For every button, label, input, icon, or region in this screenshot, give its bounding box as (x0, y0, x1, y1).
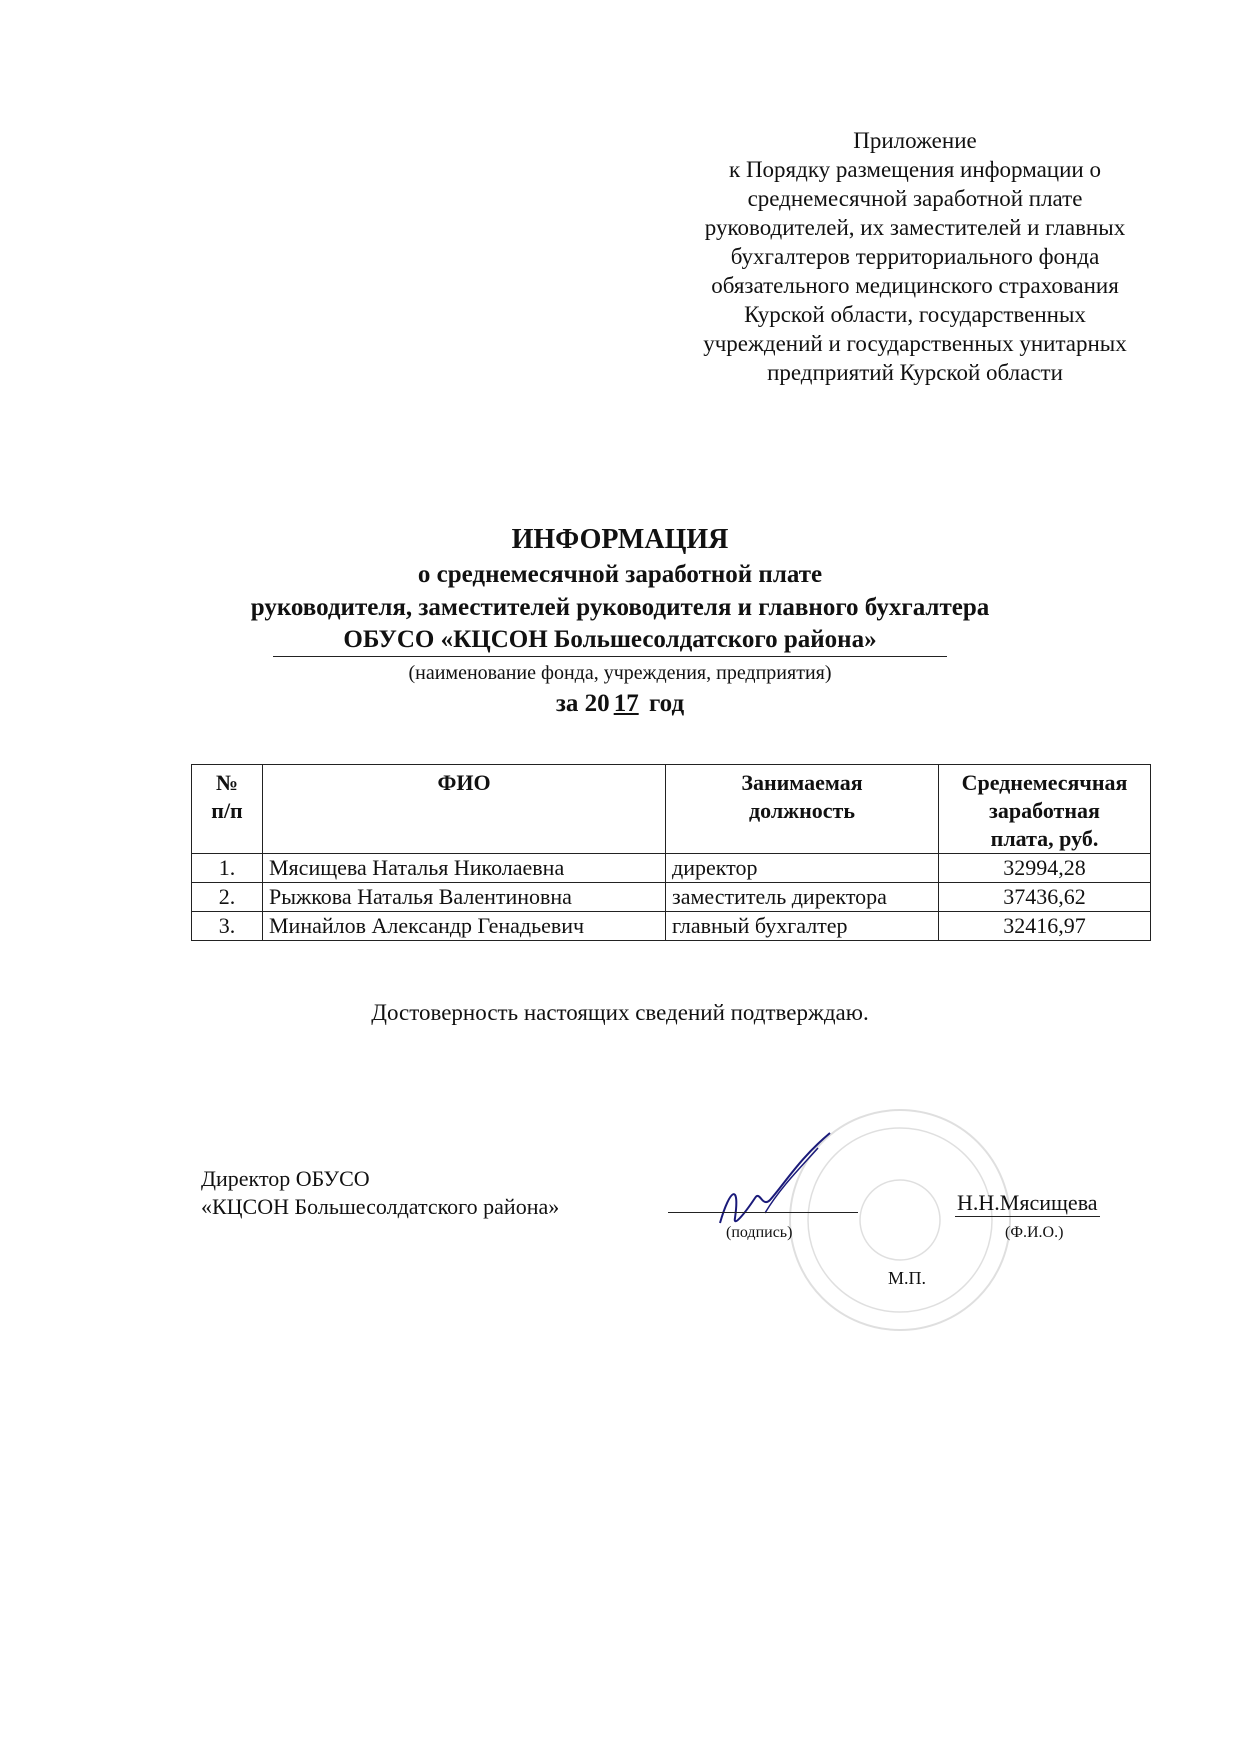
appendix-block (680, 126, 1150, 387)
signer-title: Директор ОБУСО «КЦСОН Большесолдатского района» (201, 1166, 560, 1219)
cell-salary: 37436,62 (939, 883, 1151, 912)
confirmation-text: Достоверность настоящих сведений подтверждаю. (371, 1000, 869, 1025)
table-row (192, 854, 1151, 883)
appendix-line: предприятий Курской области (767, 360, 1063, 385)
cell-fio: Мясищева Наталья Николаевна (263, 854, 666, 883)
document-subtitle: руководителя, заместителей руководителя и главного бухгалтера (250, 594, 990, 621)
header-position: Занимаемая должность (666, 765, 939, 854)
signature-line (668, 1212, 858, 1213)
table-row (192, 912, 1151, 941)
year-suffix: год (648, 690, 685, 717)
table-header-row (192, 765, 1151, 854)
salary-table (191, 764, 1151, 941)
year-line (0, 687, 1240, 721)
stamp-place-label: М.П. (888, 1268, 927, 1288)
organization-name: ОБУСО «КЦСОН Большесолдатского района» (273, 624, 946, 657)
cell-fio: Рыжкова Наталья Валентиновна (263, 883, 666, 912)
year-prefix: за 20 (555, 690, 610, 717)
appendix-line: бухгалтеров территориального фонда (730, 244, 1100, 269)
organization-caption: (наименование фонда, учреждения, предприятия) (408, 662, 832, 684)
cell-num: 2. (192, 883, 263, 912)
table-row (192, 883, 1151, 912)
year-value: 17 (613, 690, 639, 717)
header-num: № п/п (192, 765, 263, 854)
title-block (0, 518, 1240, 721)
appendix-line: Приложение (853, 128, 977, 153)
cell-num: 3. (192, 912, 263, 941)
signer-fio: Н.Н.Мясищева (957, 1190, 1098, 1215)
appendix-line: к Порядку размещения информации о (729, 157, 1101, 182)
appendix-line: среднемесячной заработной плате (747, 186, 1083, 211)
document-subtitle: о среднемесячной заработной плате (417, 561, 823, 588)
cell-salary: 32994,28 (939, 854, 1151, 883)
appendix-line: руководителей, их заместителей и главных (704, 215, 1126, 240)
document-title: ИНФОРМАЦИЯ (511, 524, 729, 555)
cell-fio: Минайлов Александр Генадьевич (263, 912, 666, 941)
appendix-line: учреждений и государственных унитарных (703, 331, 1127, 356)
cell-position: директор (666, 854, 939, 883)
appendix-line: Курской области, государственных (744, 302, 1086, 327)
cell-position: главный бухгалтер (666, 912, 939, 941)
cell-num: 1. (192, 854, 263, 883)
fio-caption: (Ф.И.О.) (1005, 1224, 1064, 1241)
header-fio: ФИО (263, 765, 666, 854)
header-salary: Среднемесячная заработная плата, руб. (939, 765, 1151, 854)
cell-salary: 32416,97 (939, 912, 1151, 941)
cell-position: заместитель директора (666, 883, 939, 912)
appendix-line: обязательного медицинского страхования (711, 273, 1119, 298)
signature-caption: (подпись) (726, 1224, 793, 1241)
